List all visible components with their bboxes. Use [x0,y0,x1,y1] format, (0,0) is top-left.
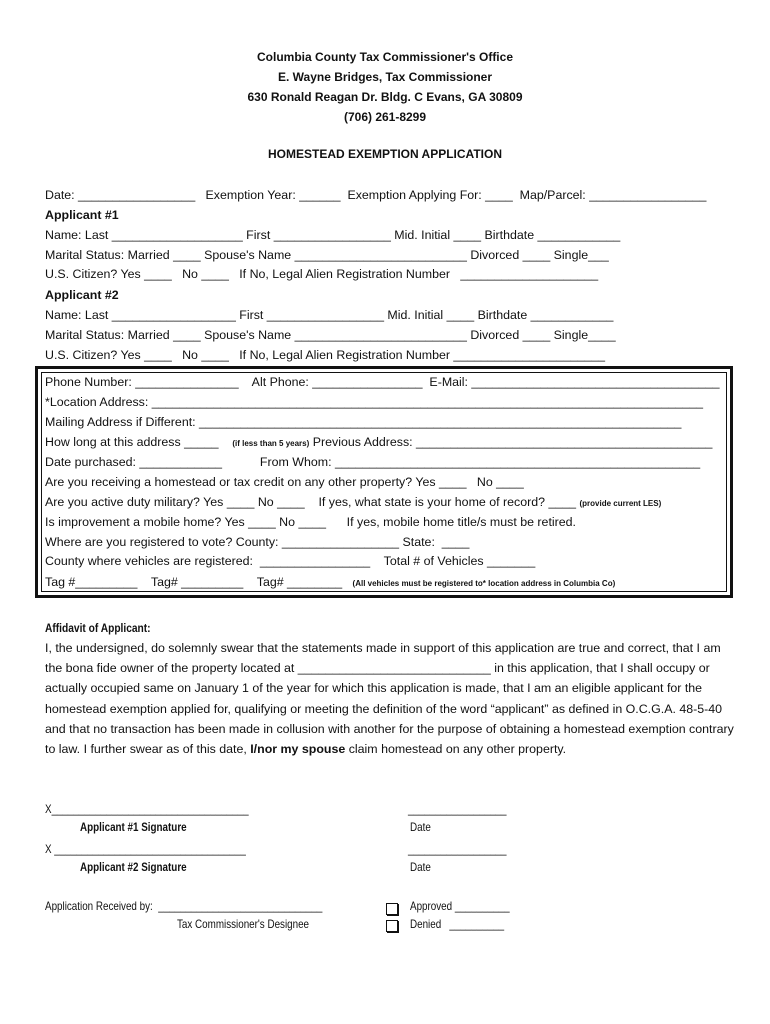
applicant2-name-line[interactable]: Name: Last __________________ First _________________ Mid. Initial ____ Birthdate ____________ [45,308,614,322]
applicant2-citizen-line[interactable]: U.S. Citizen? Yes ____ No ____ If No, Legal Alien Registration Number ______________________ [45,348,606,362]
applicant1-marital-line[interactable]: Marital Status: Married ____ Spouse's Name _________________________ Divorced ____ Single___ [45,248,609,262]
denied-label: Denied __________ [410,917,505,931]
provide-les-note: (provide current LES) [579,499,662,508]
denied-checkbox[interactable] [386,920,398,932]
less-than-5-years-note: (if less than 5 years) [232,439,310,448]
military-line[interactable] [45,492,661,514]
vote-registration-line[interactable]: Where are you registered to vote? County: _________________ State: ____ [45,535,470,549]
commissioner-name: E. Wayne Bridges, Tax Commissioner [277,70,493,84]
vehicle-registration-note: (All vehicles must be registered to* location address in Columbia Co) [352,579,616,588]
how-long-line[interactable] [45,432,712,454]
how-long-text: How long at this address _____ [45,435,219,449]
other-credit-line[interactable]: Are you receiving a homestead or tax credit on any other property? Yes ____ No ____ [45,475,524,489]
phone-email-line[interactable]: Phone Number: _______________ Alt Phone: ________________ E-Mail: ____________________________________ [45,375,720,389]
office-phone: (706) 261-8299 [343,110,427,124]
applicant2-signature-label: Applicant #2 Signature [80,860,187,874]
mailing-address-line[interactable]: Mailing Address if Different: ______________________________________________________________________ [45,415,682,429]
tag-fields: Tag #_________ Tag# _________ Tag# ________ [45,575,353,589]
date-exemption-line[interactable]: Date: _________________ Exemption Year: ______ Exemption Applying For: ____ Map/Parcel: _________________ [45,188,707,202]
military-text: Are you active duty military? Yes ____ No ____ If yes, what state is your home of record? ____ [45,495,580,509]
office-name: Columbia County Tax Commissioner's Office [256,50,513,64]
form-title: HOMESTEAD EXEMPTION APPLICATION [267,147,502,161]
office-header [0,47,770,127]
date1-line[interactable]: __________________ [408,802,507,816]
spouse-emphasis: I/nor my spouse [250,742,346,757]
applicant2-heading: Applicant #2 [45,288,119,302]
affidavit-text: I, the undersigned, do solemnly swear that the statements made in support of this application are true and correct, that I am the bona fide owner of the property located at ____________________________ in this application, that I shall occupy or actually occupied same on January 1 of the year for which this application is made, that I am an eligible applicant for the homestead exemption applied for, qualifying or meeting the definition of the word “applicant” as defined in O.C.G.A. 48-5-40 and that no transaction has been made in collusion with another for the purpose of obtaining a homestead exemption contrary to law. I further swear as of this date, I/nor my spouse claim homestead on any other property. [45,641,734,757]
application-received-line[interactable]: Application Received by: ______________________________ [45,899,323,913]
applicant2-marital-line[interactable]: Marital Status: Married ____ Spouse's Name _________________________ Divorced ____ Single____ [45,328,616,342]
applicant1-signature-label: Applicant #1 Signature [80,820,187,834]
applicant1-citizen-line[interactable]: U.S. Citizen? Yes ____ No ____ If No, Legal Alien Registration Number ____________________ [45,267,599,281]
applicant1-name-line[interactable]: Name: Last ___________________ First _________________ Mid. Initial ____ Birthdate ____________ [45,228,621,242]
office-address: 630 Ronald Reagan Dr. Bldg. C Evans, GA 30809 [247,90,523,104]
affidavit-title: Affidavit of Applicant: [45,621,151,635]
applicant2-signature-line[interactable]: X ___________________________________ [45,842,246,856]
approved-checkbox[interactable] [386,903,398,915]
vehicles-county-line[interactable]: County where vehicles are registered: ________________ Total # of Vehicles _______ [45,554,536,568]
date1-label: Date [410,820,431,834]
applicant1-signature-line[interactable]: X____________________________________ [45,802,249,816]
mobile-home-line[interactable]: Is improvement a mobile home? Yes ____ No ____ If yes, mobile home title/s must be retired. [45,515,576,529]
date2-label: Date [410,860,431,874]
location-address-line[interactable]: *Location Address: ________________________________________________________________________________ [45,395,704,409]
previous-address-text: Previous Address: ___________________________________________ [309,435,713,449]
date2-line[interactable]: __________________ [408,842,507,856]
designee-label: Tax Commissioner's Designee [177,917,310,931]
approved-label: Approved __________ [410,899,510,913]
tag-numbers-line[interactable] [45,572,615,594]
applicant1-heading: Applicant #1 [45,208,119,222]
date-purchased-line[interactable]: Date purchased: ____________ From Whom: _____________________________________________________ [45,455,701,469]
